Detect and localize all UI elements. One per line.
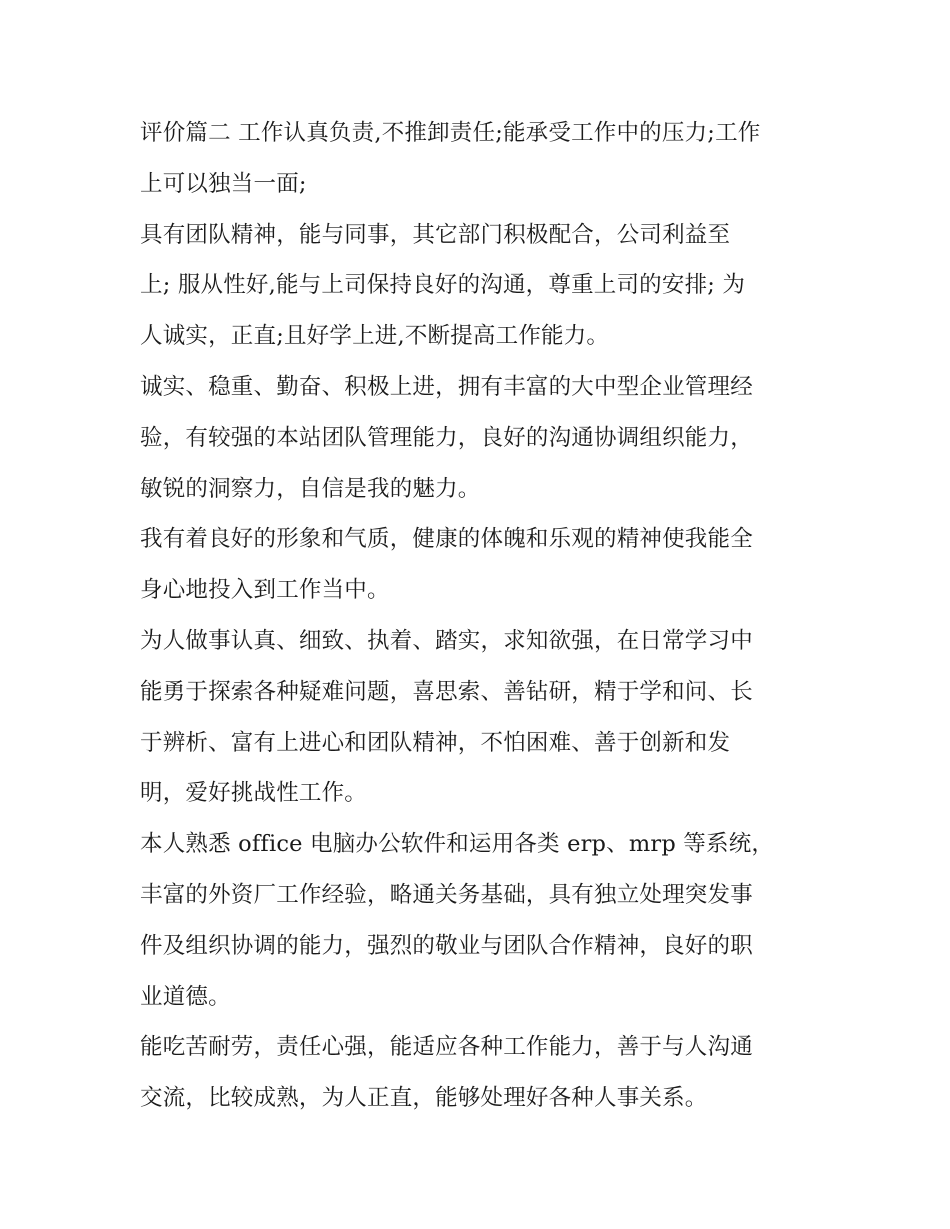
text-line: 我有着良好的形象和气质，健康的体魄和乐观的精神使我能全 bbox=[140, 526, 753, 553]
text-line: 验，有较强的本站团队管理能力，良好的沟通协调组织能力， bbox=[140, 424, 753, 451]
paragraph-evaluation-intro bbox=[140, 108, 812, 210]
text-line: 本人熟悉 office 电脑办公软件和运用各类 erp、mrp 等系统， bbox=[140, 831, 775, 858]
text-line: 人诚实，正直;且好学上进,不断提高工作能力。 bbox=[140, 323, 610, 350]
text-line: 交流，比较成熟，为人正直，能够处理好各种人事关系。 bbox=[140, 1085, 708, 1112]
text-line: 能勇于探索各种疑难问题，喜思索、善钻研，精于学和问、长 bbox=[140, 678, 753, 705]
paragraph-team-spirit bbox=[140, 210, 812, 362]
text-line: 评价篇二 工作认真负责,不推卸责任;能承受工作中的压力;工作 bbox=[140, 120, 761, 146]
paragraph-management-experience bbox=[140, 362, 812, 514]
text-line: 明，爱好挑战性工作。 bbox=[140, 780, 368, 807]
text-line: 于辨析、富有上进心和团队精神，不怕困难、善于创新和发 bbox=[140, 729, 731, 756]
text-line: 上可以独当一面; bbox=[140, 170, 307, 197]
paragraph-image-temperament bbox=[140, 514, 812, 616]
text-line: 件及组织协调的能力，强烈的敬业与团队合作精神，良好的职 bbox=[140, 932, 753, 959]
text-line: 身心地投入到工作当中。 bbox=[140, 577, 390, 604]
text-line: 具有团队精神，能与同事，其它部门积极配合，公司利益至 bbox=[140, 221, 731, 248]
text-line: 敏锐的洞察力，自信是我的魅力。 bbox=[140, 475, 481, 502]
text-line: 业道德。 bbox=[140, 983, 231, 1010]
text-line: 诚实、稳重、勤奋、积极上进，拥有丰富的大中型企业管理经 bbox=[140, 373, 753, 400]
document-page bbox=[140, 108, 812, 1124]
text-line: 为人做事认真、细致、执着、踏实，求知欲强，在日常学习中 bbox=[140, 627, 753, 654]
paragraph-hardworking bbox=[140, 1022, 812, 1124]
text-line: 能吃苦耐劳，责任心强，能适应各种工作能力，善于与人沟通 bbox=[140, 1034, 753, 1061]
text-line: 丰富的外资厂工作经验，略通关务基础，具有独立处理突发事 bbox=[140, 881, 753, 908]
paragraph-software-skills bbox=[140, 819, 812, 1022]
text-line: 上; 服从性好,能与上司保持良好的沟通，尊重上司的安排; 为 bbox=[140, 272, 746, 299]
paragraph-work-attitude bbox=[140, 616, 812, 819]
